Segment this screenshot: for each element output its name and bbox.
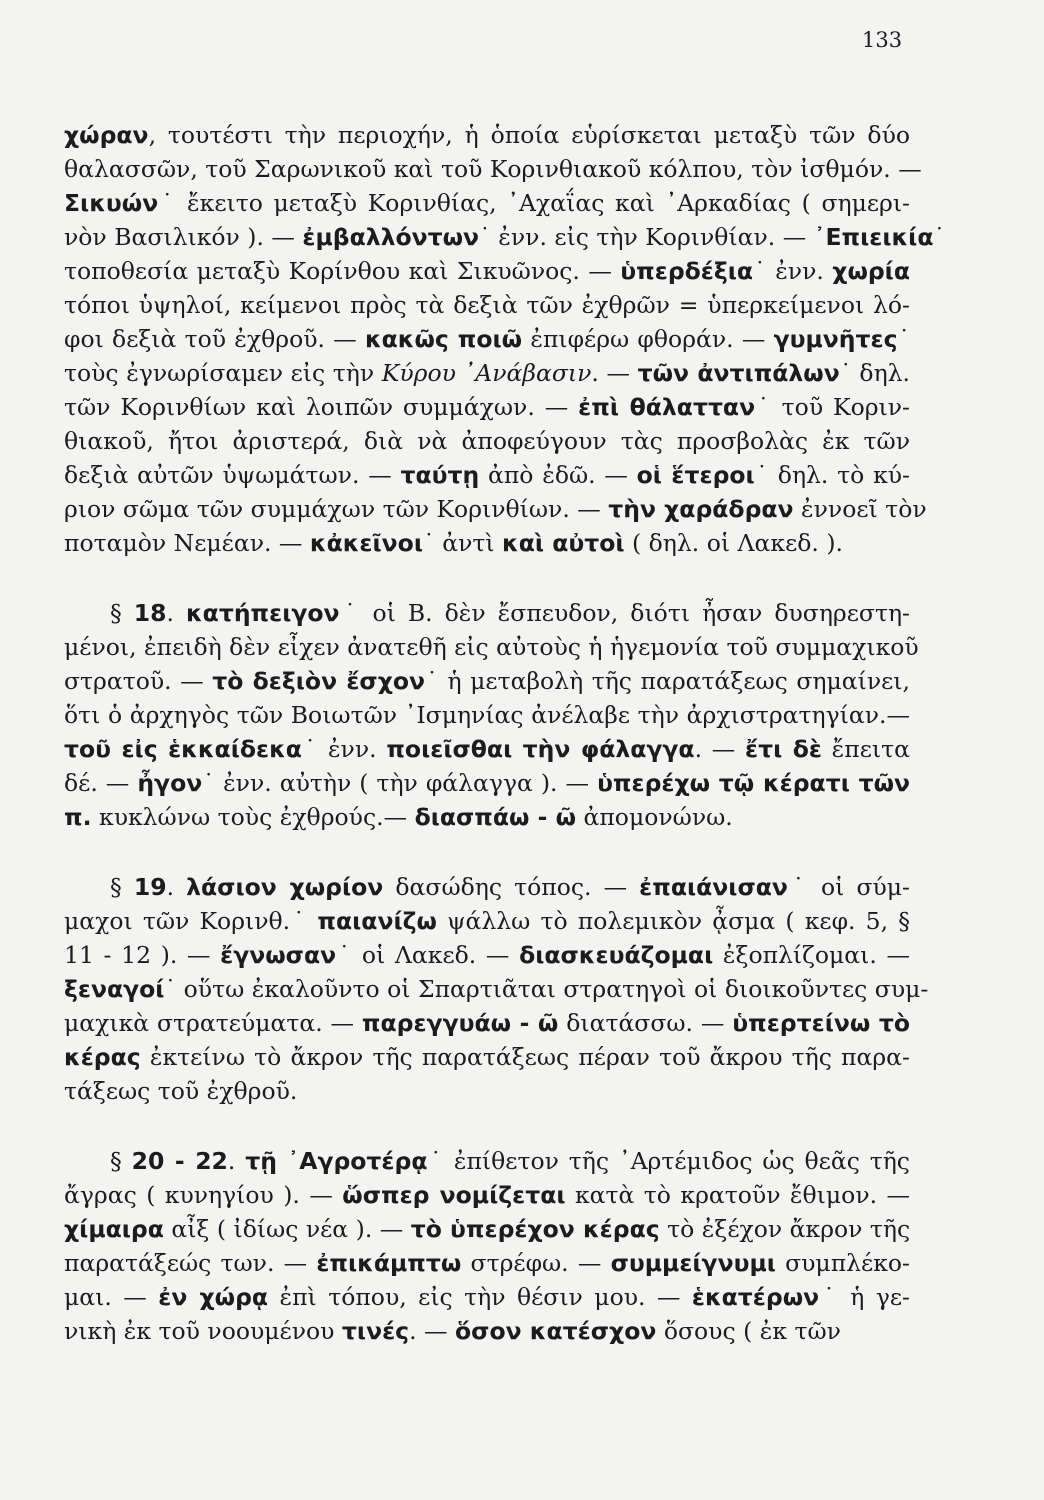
text-line bbox=[64, 800, 910, 834]
gloss-text: μαχοι τῶν Κορινθ.˙ bbox=[64, 907, 318, 935]
gloss-text: ἀπὸ ἐδῶ. — bbox=[479, 461, 637, 489]
text-line bbox=[64, 596, 910, 630]
gloss-text: τάξεως τοῦ ἐχθροῦ. bbox=[64, 1077, 298, 1105]
gloss-text: ˙ ἡ μεταβολὴ τῆς παρατάξεως σημαίνει, bbox=[425, 667, 910, 695]
lemma-term: τῶν ἀντιπάλων bbox=[637, 359, 840, 387]
lemma-term: 19 bbox=[133, 873, 167, 901]
gloss-text: τόποι ὑψηλοί, κείμενοι πρὸς τὰ δεξιὰ τῶν ἐχθρῶν = ὑπερκείμενοι λό- bbox=[64, 291, 910, 319]
gloss-text: μένοι, ἐπειδὴ δὲν εἶχεν ἀνατεθῆ εἰς αὐτοὺς ἡ ἡγεμονία τοῦ συμμαχικοῦ bbox=[64, 633, 919, 661]
gloss-text: μαχικὰ στρατεύματα. — bbox=[64, 1009, 362, 1037]
lemma-term: ὑπερδέξια bbox=[620, 257, 754, 285]
text-line bbox=[64, 1314, 910, 1348]
lemma-term: ᾽Επιεικία bbox=[813, 223, 934, 251]
lemma-term: ἔγνωσαν bbox=[220, 941, 337, 969]
text-line bbox=[64, 698, 910, 732]
text-line bbox=[64, 322, 910, 356]
paragraph-gap bbox=[64, 560, 910, 596]
lemma-term: ὥσπερ νομίζεται bbox=[342, 1181, 566, 1209]
gloss-text: μαι. — bbox=[64, 1283, 159, 1311]
text-line bbox=[64, 1040, 910, 1074]
gloss-text: . — bbox=[591, 359, 638, 387]
gloss-text: κυκλώνω τοὺς ἐχθρούς.— bbox=[91, 803, 415, 831]
gloss-text: τὸ ἐξέχον ἄκρον τῆς bbox=[659, 1215, 911, 1243]
lemma-term: οἱ ἕτεροι bbox=[636, 461, 755, 489]
gloss-text: θιακοῦ, ἤτοι ἀριστερά, διὰ νὰ ἀποφεύγουν τὰς προσβολὰς ἐκ τῶν bbox=[64, 427, 910, 455]
lemma-term: παρεγγυάω - ῶ bbox=[361, 1009, 559, 1037]
lemma-term: διασπάω - ῶ bbox=[414, 803, 577, 831]
lemma-term: κατήπειγον bbox=[185, 599, 340, 627]
lemma-term: ἔτι δὲ bbox=[745, 735, 822, 763]
gloss-text: τοποθεσία μεταξὺ Κορίνθου καὶ Σικυῶνος. — bbox=[64, 257, 621, 285]
lemma-term: τὸ ὑπερέχον κέρας bbox=[410, 1215, 660, 1243]
gloss-text: ριον σῶμα τῶν συμμάχων τῶν Κορινθίων. — bbox=[64, 495, 609, 523]
lemma-term: καὶ αὐτοὶ bbox=[502, 529, 625, 557]
text-line bbox=[64, 1280, 910, 1314]
lemma-term: Σικυών bbox=[64, 189, 159, 217]
lemma-term: ὑπερέχω τῷ κέρατι τῶν bbox=[597, 769, 911, 797]
text-line bbox=[64, 1006, 910, 1040]
gloss-text: ἐξοπλίζομαι. — bbox=[713, 941, 911, 969]
lemma-term: τοῦ εἰς ἑκκαίδεκα bbox=[64, 735, 302, 763]
text-line bbox=[64, 424, 910, 458]
lemma-term: ἐπὶ θάλατταν bbox=[578, 393, 756, 421]
gloss-text: ˙ ἐνν. εἰς τὴν Κορινθίαν. — bbox=[479, 223, 814, 251]
text-line bbox=[64, 220, 946, 254]
lemma-term: κέρας bbox=[64, 1043, 141, 1071]
gloss-text: ὅσους ( ἐκ τῶν bbox=[656, 1317, 841, 1345]
gloss-text: δασώδης τόπος. — bbox=[383, 873, 640, 901]
gloss-text: διατάσσω. — bbox=[558, 1009, 733, 1037]
gloss-text: τοὺς ἐγνωρίσαμεν εἰς τὴν bbox=[64, 359, 382, 387]
text-line bbox=[64, 870, 910, 904]
text-line bbox=[64, 492, 927, 526]
gloss-text: 11 - 12 ). — bbox=[64, 941, 221, 969]
lemma-term: ποιεῖσθαι τὴν φάλαγγα bbox=[386, 735, 695, 763]
gloss-text: ˙ ἐνν. αὐτὴν ( τὴν φάλαγγα ). — bbox=[202, 769, 598, 797]
lemma-term: ἐπικάμπτω bbox=[316, 1249, 462, 1277]
gloss-text: δεξιὰ αὐτῶν ὑψωμάτων. — bbox=[64, 461, 401, 489]
gloss-text: ˙ οὕτω ἐκαλοῦντο οἱ Σπαρτιᾶται στρατηγοὶ οἱ διοικοῦντες συμ- bbox=[164, 975, 929, 1003]
text-line bbox=[64, 972, 929, 1006]
gloss-text: ἐκτείνω τὸ ἄκρον τῆς παρατάξεως πέραν τοῦ ἄκρου τῆς παρα- bbox=[140, 1043, 910, 1071]
gloss-text: ἀπομονώνω. bbox=[576, 803, 733, 831]
text-line bbox=[64, 458, 910, 492]
gloss-text: ˙ ἀντὶ bbox=[422, 529, 503, 557]
paragraph-gap bbox=[64, 1108, 910, 1144]
text-line bbox=[64, 1178, 910, 1212]
lemma-term: χώραν bbox=[64, 121, 149, 149]
paragraph-gap bbox=[64, 834, 910, 870]
lemma-term: ἐμβαλλόντων bbox=[302, 223, 480, 251]
gloss-text: . — bbox=[409, 1317, 456, 1345]
paragraph-p3 bbox=[64, 870, 929, 1108]
text-line bbox=[64, 904, 910, 938]
gloss-text: . — bbox=[694, 735, 746, 763]
text-line bbox=[64, 938, 910, 972]
paragraph-p2 bbox=[64, 596, 919, 834]
gloss-text: ˙ ἐνν. bbox=[301, 735, 387, 763]
gloss-text: , τουτέστι τὴν περιοχήν, ἡ ὁποία εὑρίσκεται μεταξὺ τῶν δύο bbox=[148, 121, 910, 149]
lemma-term: χίμαιρα bbox=[64, 1215, 164, 1243]
text-line bbox=[64, 118, 910, 152]
gloss-text: . bbox=[166, 599, 186, 627]
gloss-text: ˙ ἐνν. bbox=[753, 257, 833, 285]
lemma-term: π. bbox=[64, 803, 92, 831]
gloss-text: νικὴ ἐκ τοῦ νοουμένου bbox=[64, 1317, 342, 1345]
gloss-text: § bbox=[110, 599, 134, 627]
lemma-term: τινές bbox=[341, 1317, 410, 1345]
paragraph-p4 bbox=[64, 1144, 910, 1348]
lemma-term: ὅσον κατέσχον bbox=[455, 1317, 657, 1345]
lemma-term: κακῶς ποιῶ bbox=[364, 325, 523, 353]
gloss-text: ˙ τοῦ Κοριν- bbox=[755, 393, 911, 421]
gloss-text: ˙ οἱ Β. δὲν ἔσπευδον, διότι ἦσαν δυσηρεστη- bbox=[339, 599, 910, 627]
lemma-term: ἐν χώρᾳ bbox=[158, 1283, 269, 1311]
gloss-text: αἶξ ( ἰδίως νέα ). — bbox=[163, 1215, 411, 1243]
lemma-term: κἀκεῖνοι bbox=[309, 529, 423, 557]
gloss-text: § bbox=[110, 1147, 132, 1175]
gloss-text: . bbox=[166, 873, 187, 901]
gloss-text: ἐπὶ τόπου, εἰς τὴν θέσιν μου. — bbox=[268, 1283, 692, 1311]
gloss-text: στρατοῦ. — bbox=[64, 667, 213, 695]
text-line bbox=[64, 254, 910, 288]
lemma-term: ἦγον bbox=[137, 769, 203, 797]
lemma-term: ταύτῃ bbox=[400, 461, 480, 489]
gloss-text: ˙ οἱ σύμ- bbox=[787, 873, 910, 901]
commentary-text bbox=[64, 118, 946, 1348]
text-line bbox=[64, 526, 910, 560]
gloss-text: ˙ ἐπίθετον τῆς ᾽Αρτέμιδος ὡς θεᾶς τῆς bbox=[427, 1147, 910, 1175]
text-line bbox=[64, 288, 910, 322]
lemma-term: τὴν χαράδραν bbox=[608, 495, 794, 523]
page-number: 133 bbox=[862, 28, 903, 52]
text-line bbox=[64, 186, 910, 220]
gloss-text: θαλασσῶν, τοῦ Σαρωνικοῦ καὶ τοῦ Κορινθιακοῦ κόλπου, τὸν ἰσθμόν. — bbox=[64, 155, 922, 183]
gloss-text: . bbox=[227, 1147, 246, 1175]
text-line bbox=[64, 766, 910, 800]
gloss-text: ˙ bbox=[897, 325, 911, 353]
text-line bbox=[64, 152, 922, 186]
gloss-text: ποταμὸν Νεμέαν. — bbox=[64, 529, 310, 557]
paragraph-p1 bbox=[64, 118, 946, 560]
lemma-term: τὸ δεξιὸν ἔσχον bbox=[212, 667, 426, 695]
lemma-term: λάσιον χωρίον bbox=[186, 873, 384, 901]
gloss-text: ψάλλω τὸ πολεμικὸν ᾆσμα ( κεφ. 5, § bbox=[436, 907, 910, 935]
lemma-term: ἑκατέρων bbox=[691, 1283, 820, 1311]
gloss-text: φοι δεξιὰ τοῦ ἐχθροῦ. — bbox=[64, 325, 365, 353]
gloss-text: ˙ δηλ. bbox=[839, 359, 911, 387]
gloss-text: ˙ δηλ. τὸ κύ- bbox=[754, 461, 910, 489]
lemma-term: τῇ ᾽Αγροτέρᾳ bbox=[245, 1147, 428, 1175]
text-line bbox=[64, 390, 910, 424]
lemma-term: γυμνῆτες bbox=[773, 325, 898, 353]
gloss-text: κατὰ τὸ κρατοῦν ἔθιμον. — bbox=[565, 1181, 911, 1209]
gloss-text: δέ. — bbox=[64, 769, 138, 797]
lemma-term: παιανίζω bbox=[317, 907, 437, 935]
gloss-text: ( δηλ. οἱ Λακεδ. ). bbox=[624, 529, 843, 557]
text-line bbox=[64, 630, 919, 664]
gloss-text: νὸν Βασιλικόν ). — bbox=[64, 223, 303, 251]
text-line bbox=[64, 732, 910, 766]
book-title: Κύρου ᾽Ανάβασιν bbox=[381, 359, 592, 387]
gloss-text: ἐπιφέρω φθοράν. — bbox=[522, 325, 774, 353]
text-line bbox=[64, 1212, 910, 1246]
gloss-text: ˙ ἔκειτο μεταξὺ Κορινθίας, ᾽Αχαΐας καὶ ᾽Αρκαδίας ( σημερι- bbox=[158, 189, 910, 217]
lemma-term: ξεναγοί bbox=[64, 975, 165, 1003]
lemma-term: 20 - 22 bbox=[131, 1147, 228, 1175]
gloss-text: ˙ ἡ γε- bbox=[819, 1283, 910, 1311]
lemma-term: ἐπαιάνισαν bbox=[639, 873, 788, 901]
lemma-term: συμμείγνυμι bbox=[610, 1249, 776, 1277]
gloss-text: ἄγρας ( κυνηγίου ). — bbox=[64, 1181, 343, 1209]
gloss-text: ὅτι ὁ ἀρχηγὸς τῶν Βοιωτῶν ᾽Ισμηνίας ἀνέλαβε τὴν ἀρχιστρατηγίαν.— bbox=[64, 701, 910, 729]
text-line bbox=[64, 1246, 910, 1280]
gloss-text: συμπλέκο- bbox=[775, 1249, 910, 1277]
text-line bbox=[64, 1144, 910, 1178]
text-line bbox=[64, 356, 910, 390]
text-line bbox=[64, 1074, 910, 1108]
gloss-text: ἔπειτα bbox=[821, 735, 910, 763]
lemma-term: χωρία bbox=[832, 257, 910, 285]
gloss-text: στρέφω. — bbox=[461, 1249, 611, 1277]
lemma-term: ὑπερτείνω τὸ bbox=[732, 1009, 910, 1037]
gloss-text: ˙ bbox=[933, 223, 946, 251]
lemma-term: διασκευάζομαι bbox=[519, 941, 714, 969]
gloss-text: ἐννοεῖ τὸν bbox=[793, 495, 927, 523]
lemma-term: 18 bbox=[133, 599, 167, 627]
gloss-text: παρατάξεώς των. — bbox=[64, 1249, 317, 1277]
text-line bbox=[64, 664, 910, 698]
gloss-text: ˙ οἱ Λακεδ. — bbox=[336, 941, 520, 969]
gloss-text: § bbox=[110, 873, 134, 901]
gloss-text: τῶν Κορινθίων καὶ λοιπῶν συμμάχων. — bbox=[64, 393, 579, 421]
